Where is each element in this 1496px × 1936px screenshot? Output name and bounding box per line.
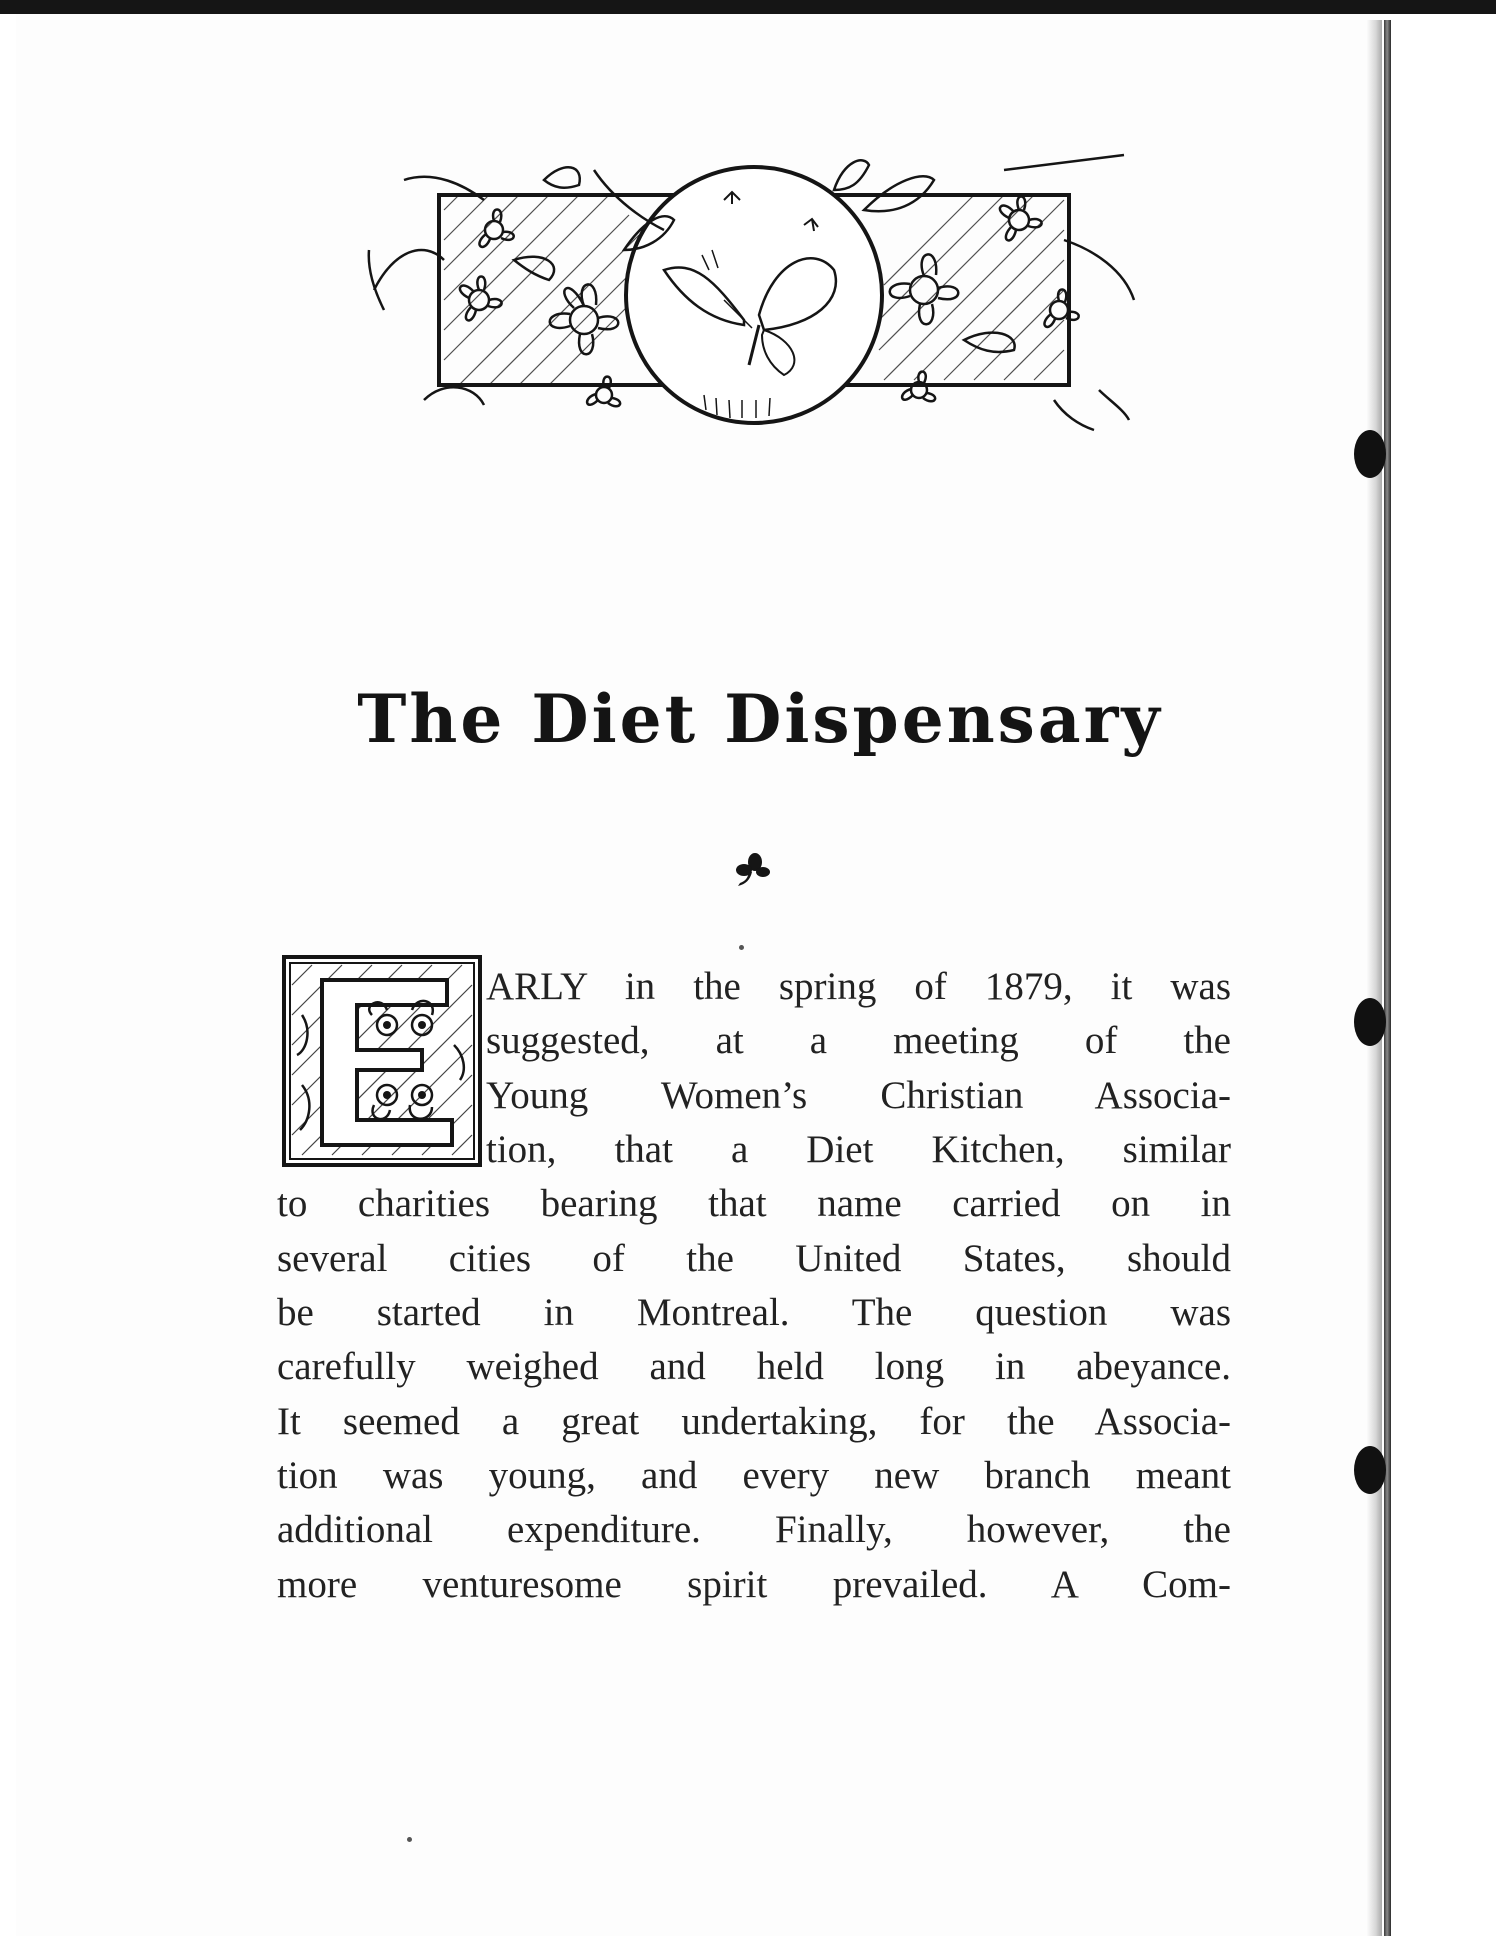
body-text-line: Young Women’s Christian Associa- <box>486 1074 1231 1117</box>
body-text-line: It seemed a great undertaking, for the Associa- <box>277 1400 1231 1443</box>
spine-edge <box>1384 20 1391 1936</box>
fleuron-icon <box>730 848 780 888</box>
page-title: The Diet Dispensary <box>357 680 1163 758</box>
binding-stitch <box>1354 430 1386 478</box>
binding-stitch <box>1354 1446 1386 1494</box>
floral-headpiece-icon <box>364 150 1144 450</box>
body-text-line: several cities of the United States, should <box>277 1237 1231 1280</box>
body-text-line: tion, that a Diet Kitchen, similar <box>486 1128 1231 1171</box>
body-text-line: carefully weighed and held long in abeyance. <box>277 1345 1231 1388</box>
scan-speck <box>739 945 744 950</box>
body-text-line: suggested, at a meeting of the <box>486 1019 1231 1062</box>
body-text-line: more venturesome spirit prevailed. A Com- <box>277 1563 1231 1606</box>
scan-top-border <box>0 0 1496 14</box>
body-text-line: to charities bearing that name carried on in <box>277 1182 1231 1225</box>
body-text-line: additional expenditure. Finally, however, the <box>277 1508 1231 1551</box>
binding-stitch <box>1354 998 1386 1046</box>
spine-shadow <box>1366 20 1382 1936</box>
body-text-line: tion was young, and every new branch meant <box>277 1454 1231 1497</box>
body-text-line: ARLY in the spring of 1879, it was <box>486 965 1231 1008</box>
drop-cap-ornament <box>282 955 482 1167</box>
scan-speck <box>407 1837 412 1842</box>
body-text-line: be started in Montreal. The question was <box>277 1291 1231 1334</box>
